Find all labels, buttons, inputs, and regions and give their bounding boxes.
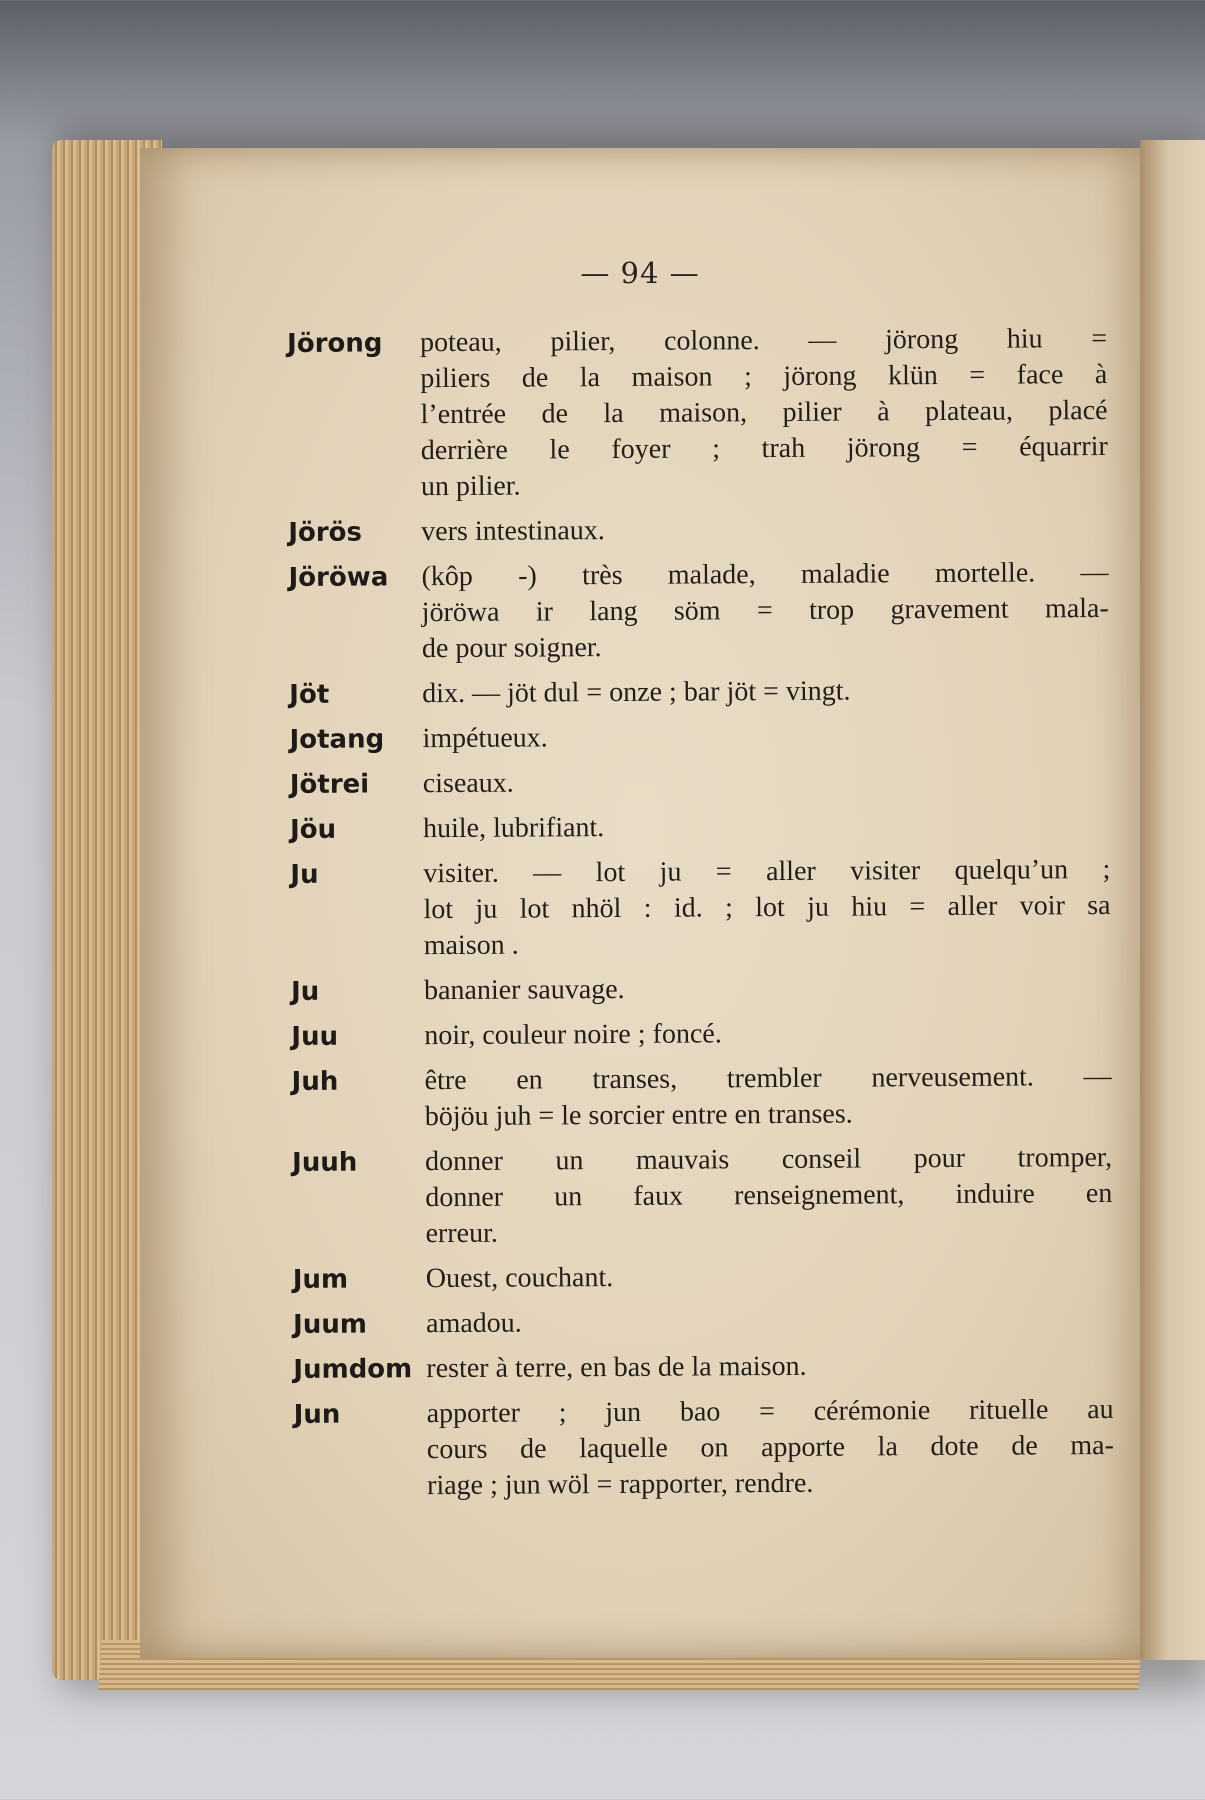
definition: [425, 1059, 1112, 1135]
headword: Ju: [290, 976, 320, 1007]
definition-line: un pilier.: [420, 470, 521, 503]
definition-line: visiter. — lot ju = aller visiter quelqu’un ;: [423, 853, 1111, 890]
headword: Jun: [293, 1399, 341, 1430]
dictionary-entry: [290, 762, 1110, 803]
dictionary-entry: [293, 1257, 1113, 1298]
headword: Juh: [291, 1066, 339, 1097]
headword: Jum: [292, 1264, 349, 1295]
dictionary-entry: [289, 672, 1109, 713]
definition-line: l’entrée de la maison, pilier à plateau, placé: [420, 394, 1108, 431]
definition-line: riage ; jun wöl = rapporter, rendre.: [426, 1467, 814, 1502]
definition: [420, 321, 1108, 505]
definition: [426, 1257, 1113, 1297]
headword: Jörong: [287, 328, 383, 359]
headword: Juum: [293, 1309, 367, 1340]
headword: Jotang: [289, 724, 385, 755]
definition-line: donner un mauvais conseil pour tromper,: [425, 1141, 1113, 1178]
definition: [423, 762, 1110, 802]
definition-line: erreur.: [425, 1217, 498, 1250]
definition: [425, 1140, 1113, 1252]
dictionary-entry: [288, 510, 1108, 551]
definition-line: huile, lubrifiant.: [422, 812, 605, 845]
definition: [424, 969, 1111, 1009]
headword: Jöu: [289, 814, 337, 845]
definition-line: böjöu juh = le sorcier entre en transes.: [424, 1098, 853, 1133]
dictionary-entry: [290, 807, 1110, 848]
definition: [421, 555, 1109, 667]
page-number: — 94 —: [580, 256, 700, 290]
definition-line: de pour soigner.: [421, 632, 602, 665]
definition: [426, 1302, 1113, 1342]
definition: [424, 1014, 1111, 1054]
headword: Juu: [291, 1021, 339, 1052]
headword: Jötrei: [289, 769, 370, 800]
definition-line: Ouest, couchant.: [425, 1262, 614, 1295]
dictionary-entry: [293, 1302, 1113, 1343]
headword: Jöt: [289, 679, 330, 710]
definition-line: poteau, pilier, colonne. — jörong hiu =: [420, 322, 1108, 359]
facing-page: [1140, 140, 1205, 1660]
definition-line: maison .: [423, 929, 519, 962]
definition-line: être en transes, trembler nerveusement. —: [424, 1060, 1112, 1097]
definition: [421, 510, 1108, 550]
definition-line: bananier sauvage.: [423, 973, 625, 1007]
definition-line: donner un faux renseignement, induire en: [425, 1177, 1113, 1214]
definition-line: amadou.: [426, 1307, 522, 1340]
dictionary-entry: [292, 1140, 1113, 1253]
dictionary-entry: [293, 1347, 1113, 1388]
dictionary-entry: [291, 1014, 1111, 1055]
definition: [422, 717, 1109, 757]
dictionary-entry: [292, 1059, 1112, 1136]
dictionary-entry: [289, 717, 1109, 758]
definition-line: derrière le foyer ; trah jörong = équarrir: [420, 430, 1108, 467]
definition-line: dix. — jöt dul = onze ; bar jöt = vingt.: [422, 675, 851, 710]
headword: Ju: [290, 859, 319, 890]
headword: Jumdom: [293, 1354, 413, 1385]
definition: [423, 807, 1110, 847]
definition: [426, 1347, 1113, 1387]
definition-line: rester à terre, en bas de la maison.: [426, 1350, 807, 1385]
dictionary-entry: [287, 321, 1108, 506]
definition-line: impétueux.: [422, 722, 548, 755]
definition-line: cours de laquelle on apporte la dote de ma-: [426, 1429, 1114, 1466]
definition-line: (kôp -) très malade, maladie mortelle. —: [421, 556, 1109, 593]
definition-line: lot ju lot nhöl : id. ; lot ju hiu = aller voir sa: [423, 889, 1111, 926]
definition-line: ciseaux.: [422, 767, 514, 800]
definition-line: jöröwa ir lang söm = trop gravement mala-: [421, 592, 1109, 629]
dictionary-entries: [287, 321, 1114, 1514]
dictionary-entry: [294, 1392, 1115, 1505]
definition-line: apporter ; jun bao = cérémonie rituelle au: [426, 1393, 1114, 1430]
headword: Jöröwa: [288, 562, 389, 593]
definition: [427, 1392, 1115, 1504]
dictionary-entry: [291, 969, 1111, 1010]
definition: [422, 672, 1109, 712]
definition-line: noir, couleur noire ; foncé.: [424, 1018, 722, 1052]
dictionary-entry: [288, 555, 1109, 668]
book-page: [140, 148, 1140, 1658]
headword: Juuh: [292, 1147, 358, 1178]
definition-line: piliers de la maison ; jörong klün = face à: [420, 358, 1108, 395]
definition: [423, 852, 1111, 964]
definition-line: vers intestinaux.: [421, 515, 605, 548]
headword: Jörös: [288, 517, 363, 548]
dictionary-entry: [290, 852, 1111, 965]
